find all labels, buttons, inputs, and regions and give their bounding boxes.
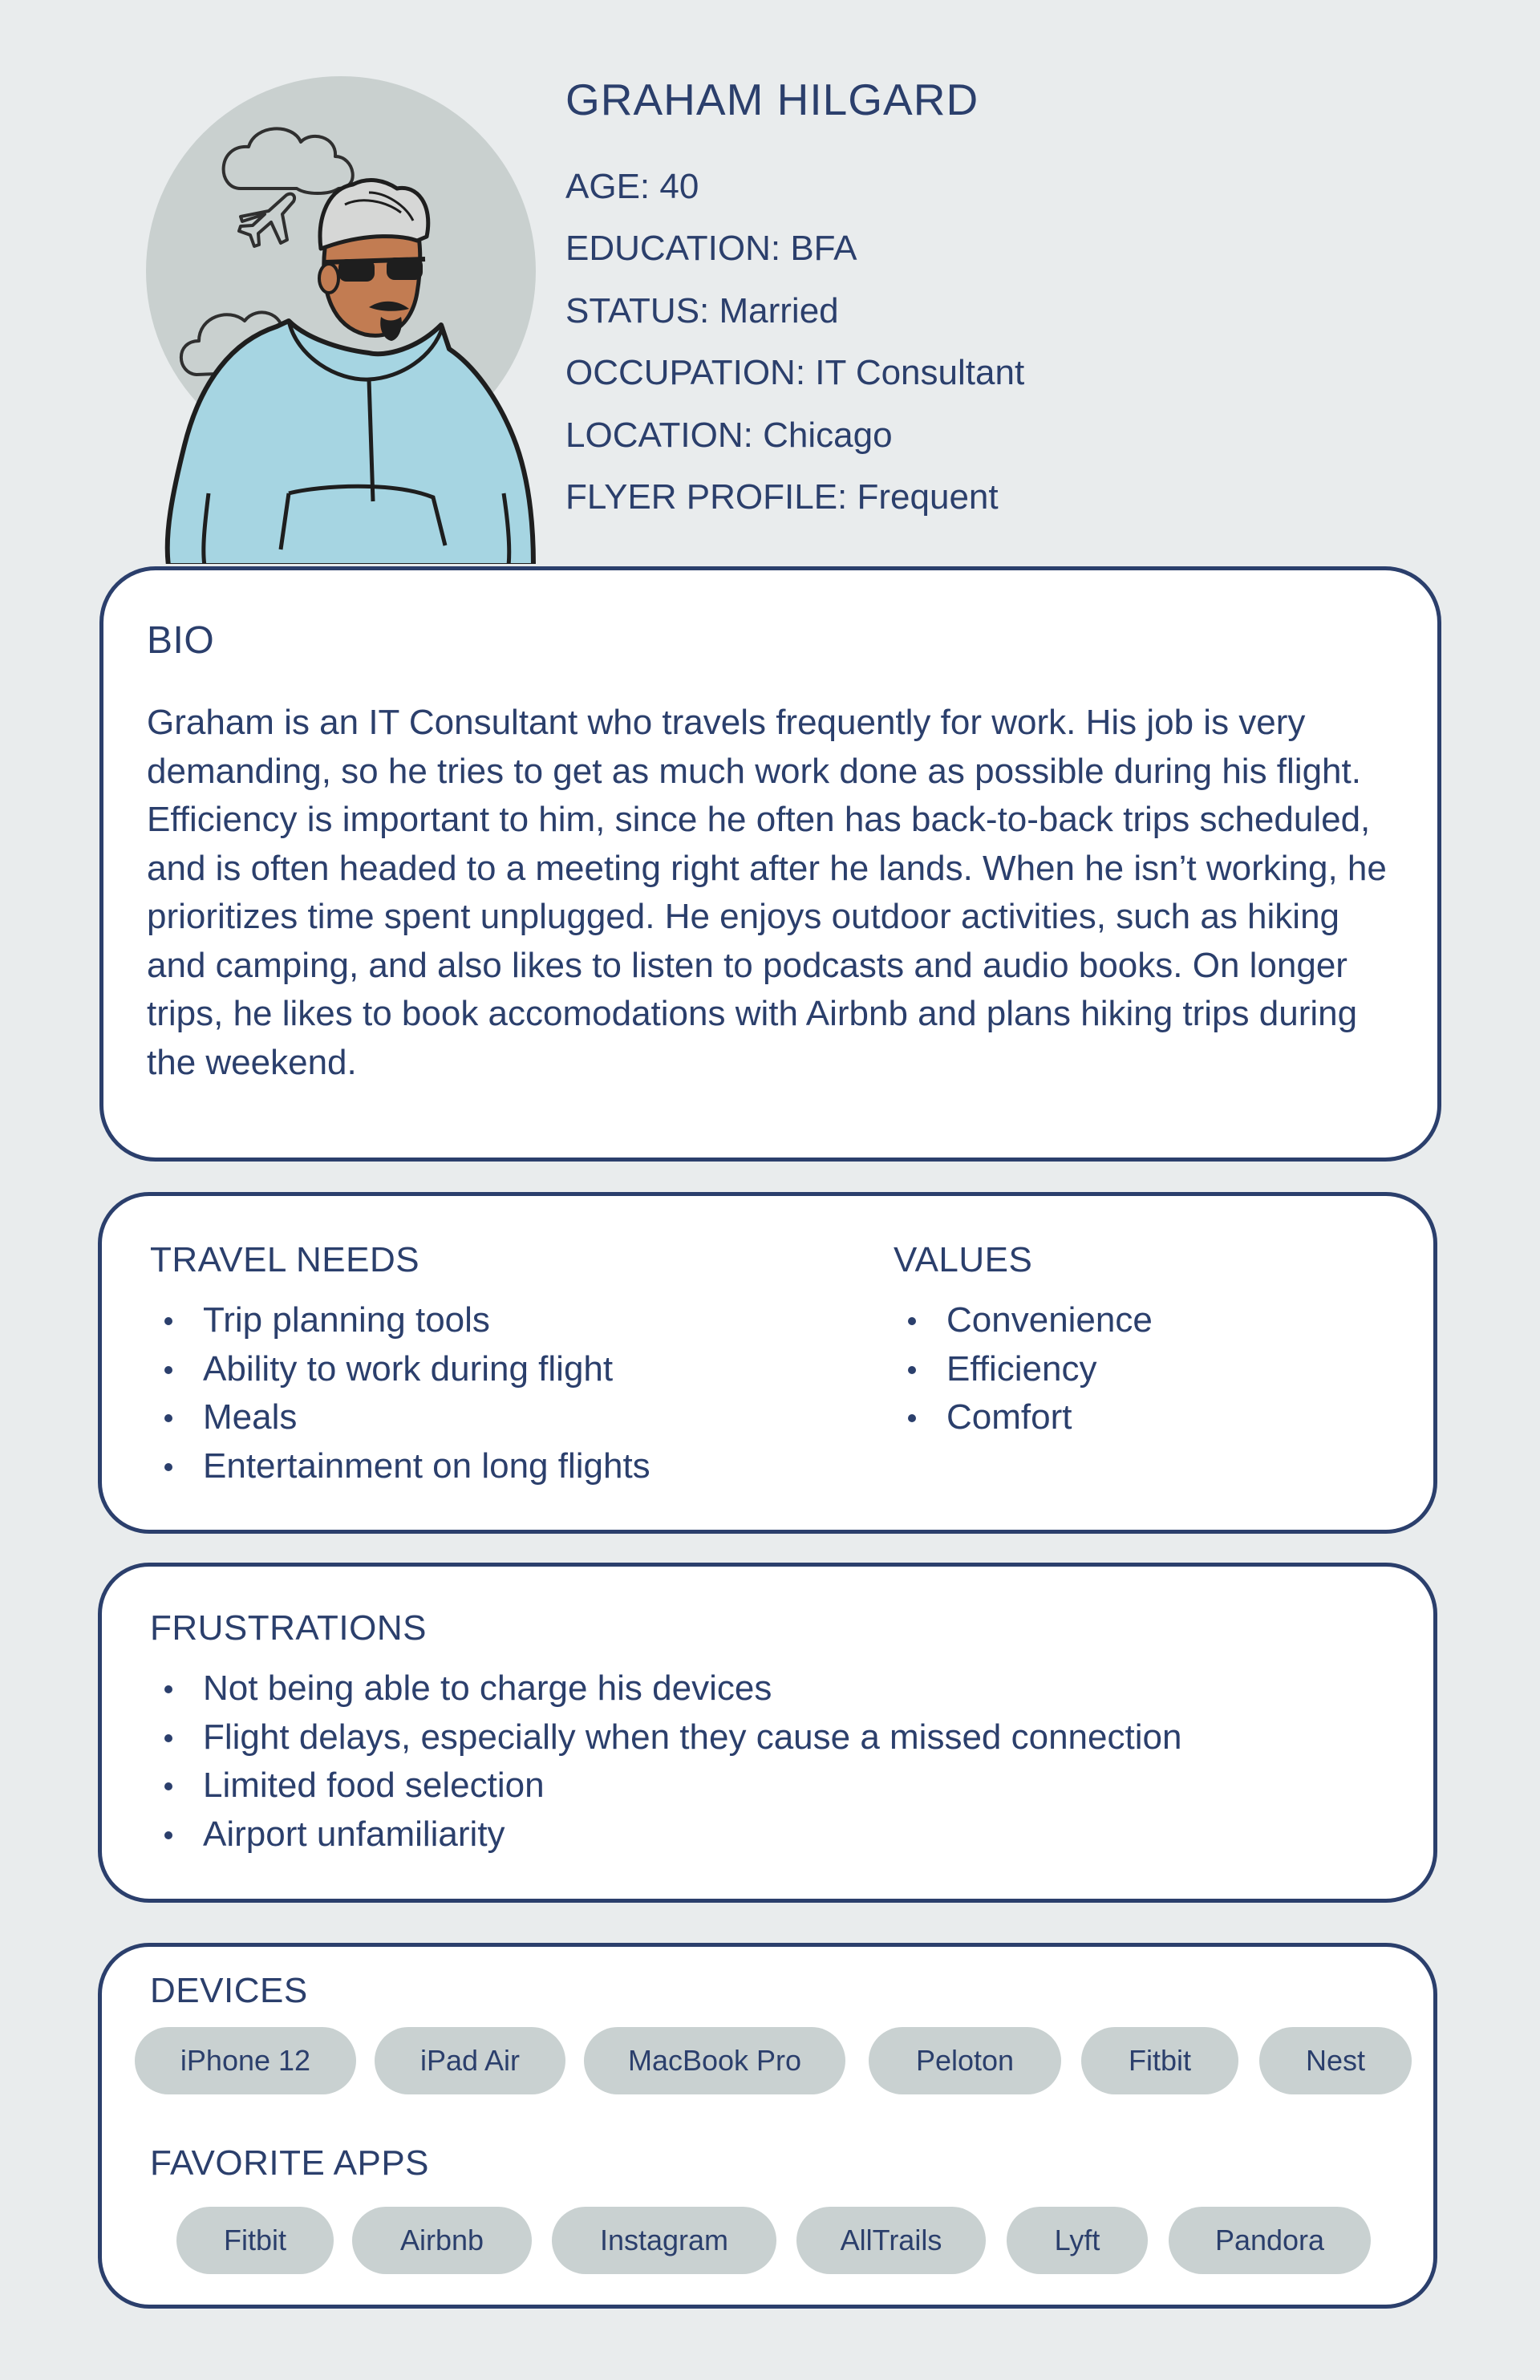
bullet-icon — [908, 1366, 916, 1374]
app-chip: Instagram — [552, 2207, 776, 2274]
bio-text: Graham is an IT Consultant who travels frequently for work. His job is very demanding, so he tries to get as much work done as possible during his flight. Efficiency is important to him, since he often has back-to-back trips scheduled, and is often headed to a meeting right after he lands. When he isn’t working, he prioritizes time spent unplugged. He enjoys outdoor activities, such as hiking and camping, and also likes to listen to podcasts and audio books. On longer trips, he likes to book accomodations with Airbnb and plans hiking trips during the weekend. — [147, 703, 1387, 1082]
list-item-text: Entertainment on long flights — [203, 1445, 650, 1486]
list-item — [150, 1664, 1181, 1713]
list-item-text: Comfort — [946, 1397, 1072, 1437]
app-chip: Fitbit — [176, 2207, 334, 2274]
bullet-icon — [164, 1317, 172, 1325]
list-item-text: Not being able to charge his devices — [203, 1668, 772, 1708]
device-chip: Fitbit — [1081, 2027, 1238, 2094]
frustrations-card — [98, 1563, 1437, 1903]
list-item-text: Meals — [203, 1397, 298, 1437]
travel-needs-list — [150, 1296, 650, 1490]
attr-education — [565, 229, 857, 269]
bullet-icon — [164, 1782, 172, 1790]
bullet-icon — [164, 1414, 172, 1422]
list-item-text: Flight delays, especially when they cause a missed connection — [203, 1717, 1182, 1757]
attr-label: OCCUPATION : — [565, 353, 815, 392]
app-chip: Lyft — [1007, 2207, 1148, 2274]
devices-title: DEVICES — [150, 1971, 308, 2010]
bullet-icon — [164, 1831, 172, 1839]
hair — [320, 180, 428, 249]
attr-location — [565, 416, 893, 456]
travel-needs-card — [98, 1192, 1437, 1534]
list-item-text: Convenience — [946, 1300, 1153, 1340]
list-item — [150, 1393, 650, 1442]
bullet-icon — [908, 1317, 916, 1325]
bio-title: BIO — [147, 619, 215, 662]
list-item-text: Trip planning tools — [203, 1300, 490, 1340]
list-item-text: Limited food selection — [203, 1766, 545, 1805]
attr-value: Married — [719, 291, 839, 330]
bullet-icon — [164, 1734, 172, 1742]
attr-label: AGE : — [565, 167, 659, 206]
attr-label: LOCATION : — [565, 416, 763, 455]
attr-label: STATUS : — [565, 291, 719, 330]
list-item — [894, 1393, 1153, 1442]
values-title: VALUES — [894, 1240, 1033, 1279]
list-item — [150, 1713, 1181, 1762]
device-chip: iPad Air — [375, 2027, 565, 2094]
attr-label: EDUCATION : — [565, 229, 790, 268]
list-item — [894, 1345, 1153, 1394]
persona-name: GRAHAM HILGARD — [565, 75, 979, 124]
list-item-text: Airport unfamiliarity — [203, 1814, 505, 1854]
attr-age — [565, 167, 699, 207]
attr-flyer-profile — [565, 477, 999, 517]
frustrations-title: FRUSTRATIONS — [150, 1608, 427, 1648]
list-item — [150, 1442, 650, 1491]
bullet-icon — [164, 1685, 172, 1693]
bullet-icon — [164, 1463, 172, 1471]
attr-value: Frequent — [857, 477, 999, 517]
persona-avatar — [128, 76, 561, 566]
attr-label: FLYER PROFILE : — [565, 477, 857, 517]
attr-value: 40 — [659, 167, 699, 206]
attr-value: Chicago — [763, 416, 893, 455]
attr-occupation — [565, 353, 1024, 393]
list-item-text: Ability to work during flight — [203, 1348, 614, 1389]
list-item — [894, 1296, 1153, 1345]
list-item — [150, 1810, 1181, 1859]
list-item — [150, 1296, 650, 1345]
devices-apps-card — [98, 1943, 1437, 2309]
app-chip: Pandora — [1169, 2207, 1371, 2274]
bio-card — [99, 566, 1441, 1162]
device-chip: MacBook Pro — [584, 2027, 845, 2094]
app-chip: AllTrails — [796, 2207, 986, 2274]
list-item-text: Efficiency — [946, 1348, 1097, 1389]
frustrations-list — [150, 1664, 1181, 1859]
bullet-icon — [164, 1366, 172, 1374]
attr-status — [565, 291, 839, 331]
values-list — [894, 1296, 1153, 1442]
list-item — [150, 1762, 1181, 1810]
device-chip: iPhone 12 — [135, 2027, 356, 2094]
app-chip: Airbnb — [352, 2207, 532, 2274]
attr-value: IT Consultant — [815, 353, 1025, 392]
bullet-icon — [908, 1414, 916, 1422]
list-item — [150, 1345, 650, 1394]
attr-value: BFA — [790, 229, 857, 268]
device-chip: Nest — [1259, 2027, 1412, 2094]
device-chip: Peloton — [869, 2027, 1061, 2094]
travel-needs-title: TRAVEL NEEDS — [150, 1240, 420, 1279]
favorite-apps-title: FAVORITE APPS — [150, 2143, 430, 2183]
